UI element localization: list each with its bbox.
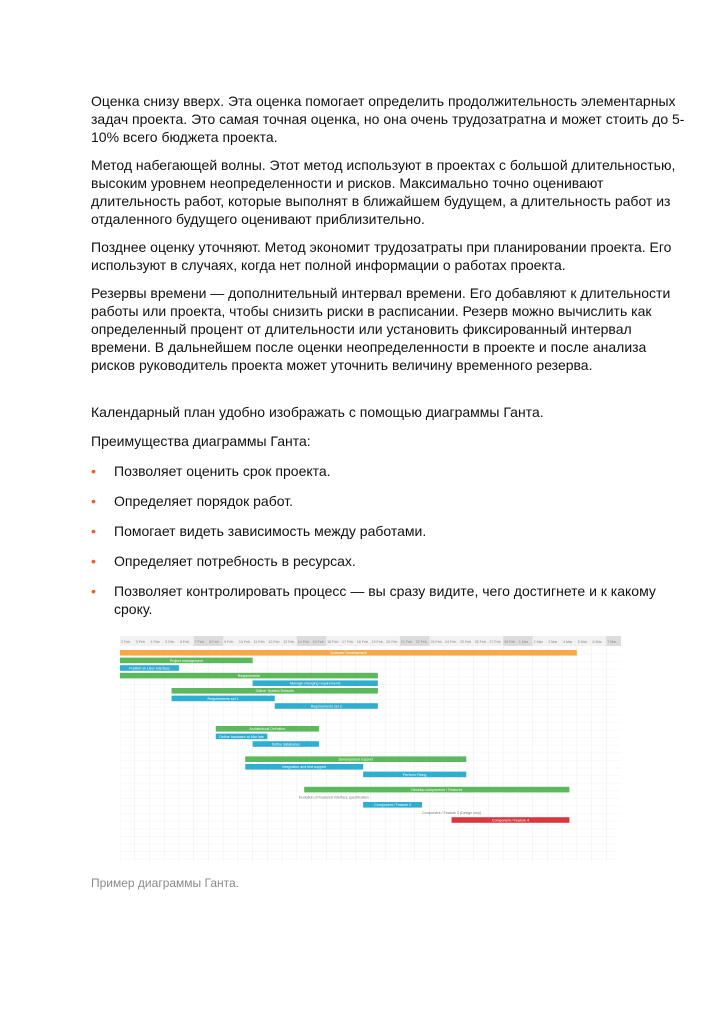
- list-item-text: Определяет порядок работ.: [114, 493, 293, 509]
- figure-caption: Пример диаграммы Ганта.: [91, 876, 239, 890]
- gantt-date-label: 25 Feb: [459, 640, 472, 644]
- gantt-date-label: 6 Feb: [179, 640, 190, 644]
- gantt-date-label: 19 Feb: [371, 640, 383, 644]
- gantt-task-label: Component / Feature 2: [374, 803, 412, 808]
- gantt-chart-image: [120, 636, 621, 862]
- paragraph-later-refinement: Позднее оценку уточняют. Метод экономит трудозатраты при планировании проекта. Его используют в случаях, когда нет полной информации о работах проекта.: [91, 239, 672, 273]
- gantt-task-label: Project management: [169, 658, 203, 663]
- gantt-date-label: 2 Feb: [121, 640, 131, 644]
- gantt-date-label: 12 Feb: [268, 640, 280, 644]
- paragraph-bottom-up: Оценка снизу вверх. Эта оценка помогает определить продолжительность элементарных задач проекта. Это самая точная оценка, но она очень трудозатратна и может стоить до 5-10% всего бюджета проекта.: [91, 93, 685, 145]
- gantt-task-label: Define databases: [271, 742, 300, 747]
- gantt-date-label: 1 Mar: [518, 640, 529, 644]
- list-item-text: Помогает видеть зависимость между работами.: [114, 523, 427, 539]
- gantt-date-label: 7 Feb: [194, 640, 204, 644]
- gantt-date-label: 26 Feb: [474, 640, 486, 644]
- gantt-task-label: Development support: [338, 757, 373, 762]
- gantt-date-label: 3 Mar: [548, 640, 558, 644]
- gantt-task-label: Evolution of Featured Interface specification: [298, 795, 369, 800]
- gantt-task-label: Gather System Defaults: [255, 689, 294, 694]
- gantt-date-label: 3 Feb: [135, 640, 145, 644]
- gantt-date-label: 16 Feb: [327, 640, 339, 644]
- gantt-task-label: Component / Feature 3 (Design only): [421, 810, 482, 815]
- gantt-task-label: Architectural Definition: [249, 727, 286, 732]
- gantt-date-label: 9 Feb: [224, 640, 234, 644]
- gantt-task-label: Requirements set 2: [310, 704, 342, 709]
- gantt-task-label: Perform Fixing: [403, 772, 427, 777]
- gantt-task-label: Requirements set 1: [207, 696, 239, 701]
- paragraph-time-reserves: Резервы времени — дополнительный интервал времени. Его добавляют к длительности работы или проекта, чтобы снизить риски в расписании. Резерв можно вычислить как определенный процент от длительности или установить фиксированный интервал времени. В дальнейшем после оценки неопределенности в проекте и после анализа рисков руководитель проекта может уточнить величину временного резерва.: [91, 285, 671, 373]
- gantt-date-label: 20 Feb: [386, 640, 398, 644]
- paragraph-advantages-heading: Преимущества диаграммы Ганта:: [91, 433, 311, 449]
- gantt-date-label: 27 Feb: [489, 640, 501, 644]
- gantt-date-label: 7 Mar: [607, 640, 617, 644]
- gantt-date-label: 4 Feb: [150, 640, 160, 644]
- gantt-date-label: 22 Feb: [415, 640, 427, 644]
- gantt-task-label: Publish on User Interface: [129, 666, 170, 671]
- paragraph-rolling-wave: Метод набегающей волны. Этот метод используют в проектах с большой длительностью, высоким уровнем неопределенности и рисков. Максимально точно оценивают длительность работ, которые выполнят в ближайшем будущем, а длительность работ из отдаленного будущего оценивают приблизительно.: [91, 157, 676, 227]
- gantt-date-label: 5 Mar: [577, 640, 587, 644]
- gantt-date-label: 10 Feb: [238, 640, 251, 644]
- gantt-date-label: 6 Mar: [592, 640, 602, 644]
- gantt-date-label: 23 Feb: [430, 640, 442, 644]
- list-item-text: Позволяет оценить срок проекта.: [114, 463, 331, 479]
- gantt-task-label: Component / Feature 4: [492, 818, 529, 823]
- gantt-date-label: 13 Feb: [283, 640, 295, 644]
- gantt-date-label: 14 Feb: [297, 640, 310, 644]
- gantt-task-label: Define hardware at Mar late: [219, 734, 264, 739]
- list-item-text: Позволяет контролировать процесс — вы сразу видите, чего достигнете и к какому сроку.: [114, 583, 656, 617]
- bullet-icon: •: [91, 463, 96, 479]
- gantt-date-label: 18 Feb: [356, 640, 368, 644]
- gantt-task-label: Manage changing requirements: [289, 681, 341, 686]
- gantt-date-label: 28 Feb: [504, 640, 516, 644]
- gantt-date-label: 4 Mar: [563, 640, 573, 644]
- gantt-date-label: 2 Mar: [533, 640, 543, 644]
- gantt-date-label: 17 Feb: [342, 640, 354, 644]
- gantt-date-label: 5 Feb: [165, 640, 175, 644]
- gantt-date-label: 24 Feb: [445, 640, 457, 644]
- gantt-date-label: 11 Feb: [253, 640, 265, 644]
- gantt-date-label: 15 Feb: [312, 640, 324, 644]
- bullet-icon: •: [91, 523, 96, 539]
- bullet-icon: •: [91, 493, 96, 509]
- gantt-date-label: 8 Feb: [209, 640, 219, 644]
- paragraph-gantt-intro: Календарный план удобно изображать с помощью диаграммы Ганта.: [91, 404, 544, 420]
- gantt-date-label: 21 Feb: [400, 640, 413, 644]
- bullet-icon: •: [91, 583, 96, 599]
- list-item-text: Определяет потребность в ресурсах.: [114, 553, 356, 569]
- gantt-task-label: Integration and test support: [282, 765, 327, 770]
- gantt-task-label: Requirements: [237, 674, 261, 678]
- gantt-task-label: Develop components / Features: [411, 788, 463, 792]
- bullet-icon: •: [91, 553, 96, 569]
- gantt-task-label: Software Development: [330, 651, 367, 656]
